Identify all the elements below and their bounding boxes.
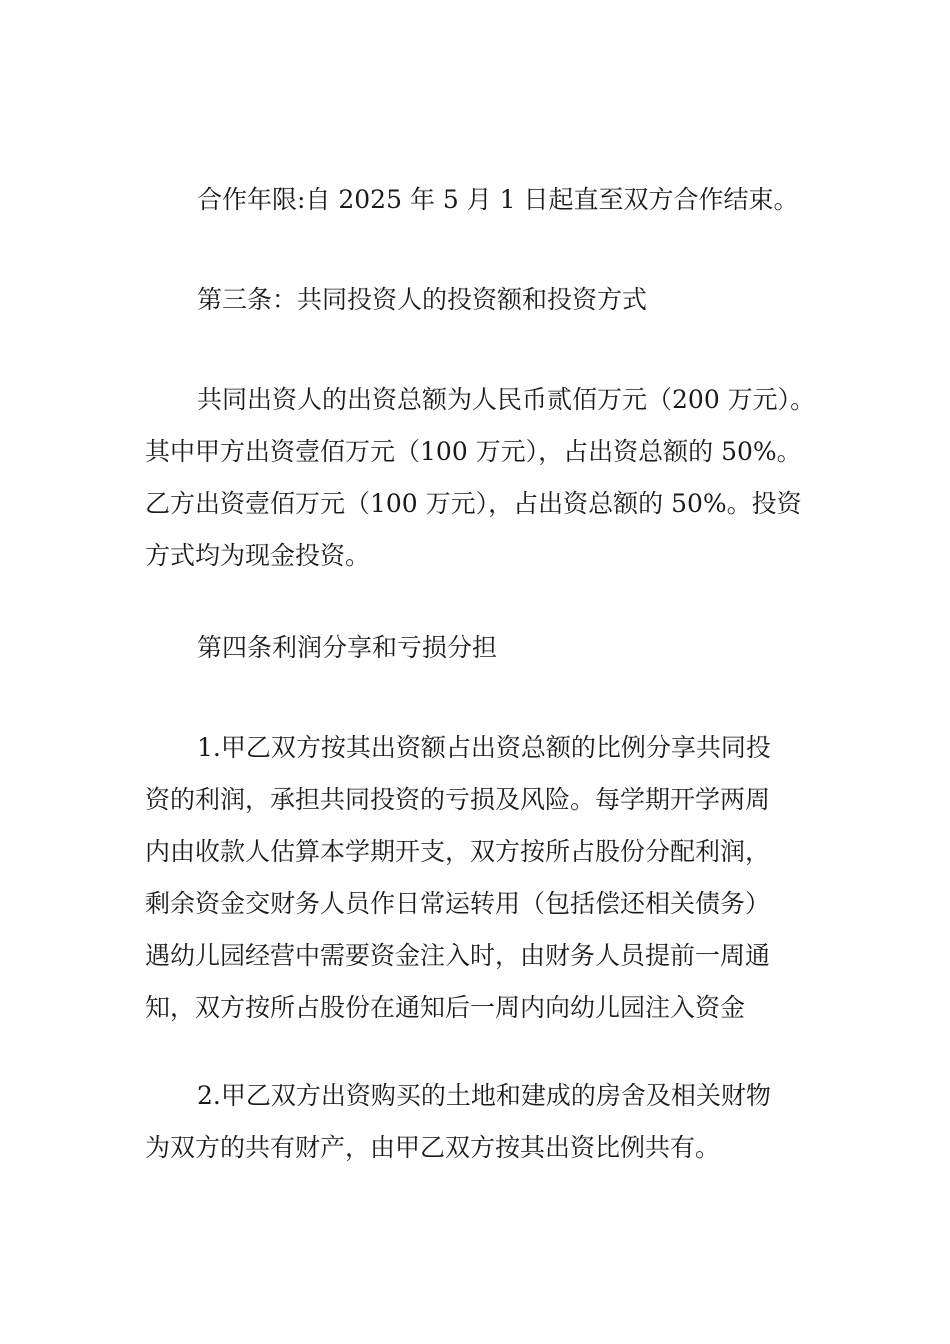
heading-article-four — [145, 622, 825, 674]
paragraph-investment-amount — [145, 374, 825, 582]
text-line: 1.甲乙双方按其出资额占出资总额的比例分享共同投 — [197, 733, 771, 762]
text-line: 第四条利润分享和亏损分担 — [197, 633, 498, 662]
paragraph-cooperation-term — [145, 174, 825, 226]
text-line: 其中甲方出资壹佰万元（100 万元），占出资总额的 50%。 — [145, 437, 802, 466]
text-line: 遇幼儿园经营中需要资金注入时，由财务人员提前一周通 — [145, 941, 771, 970]
text-line: 2.甲乙双方出资购买的土地和建成的房舍及相关财物 — [197, 1081, 771, 1110]
text-line: 合作年限:自 2025 年 5 月 1 日起直至双方合作结束。 — [197, 185, 799, 214]
paragraph-profit-sharing-2 — [145, 1070, 825, 1174]
text-line: 为双方的共有财产，由甲乙双方按其出资比例共有。 — [145, 1133, 721, 1162]
heading-article-three — [145, 274, 825, 326]
text-line: 剩余资金交财务人员作日常运转用（包括偿还相关债务） — [145, 889, 771, 918]
text-line: 乙方出资壹佰万元（100 万元），占出资总额的 50%。投资 — [145, 489, 802, 518]
text-line: 方式均为现金投资。 — [145, 541, 371, 570]
text-line: 知，双方按所占股份在通知后一周内向幼儿园注入资金 — [145, 993, 746, 1022]
text-line: 资的利润，承担共同投资的亏损及风险。每学期开学两周 — [145, 785, 771, 814]
text-line: 第三条：共同投资人的投资额和投资方式 — [197, 285, 648, 314]
paragraph-profit-sharing-1 — [145, 722, 825, 1034]
text-line: 共同出资人的出资总额为人民币贰佰万元（200 万元）。 — [197, 385, 816, 414]
text-line: 内由收款人估算本学期开支，双方按所占股份分配利润， — [145, 837, 771, 866]
